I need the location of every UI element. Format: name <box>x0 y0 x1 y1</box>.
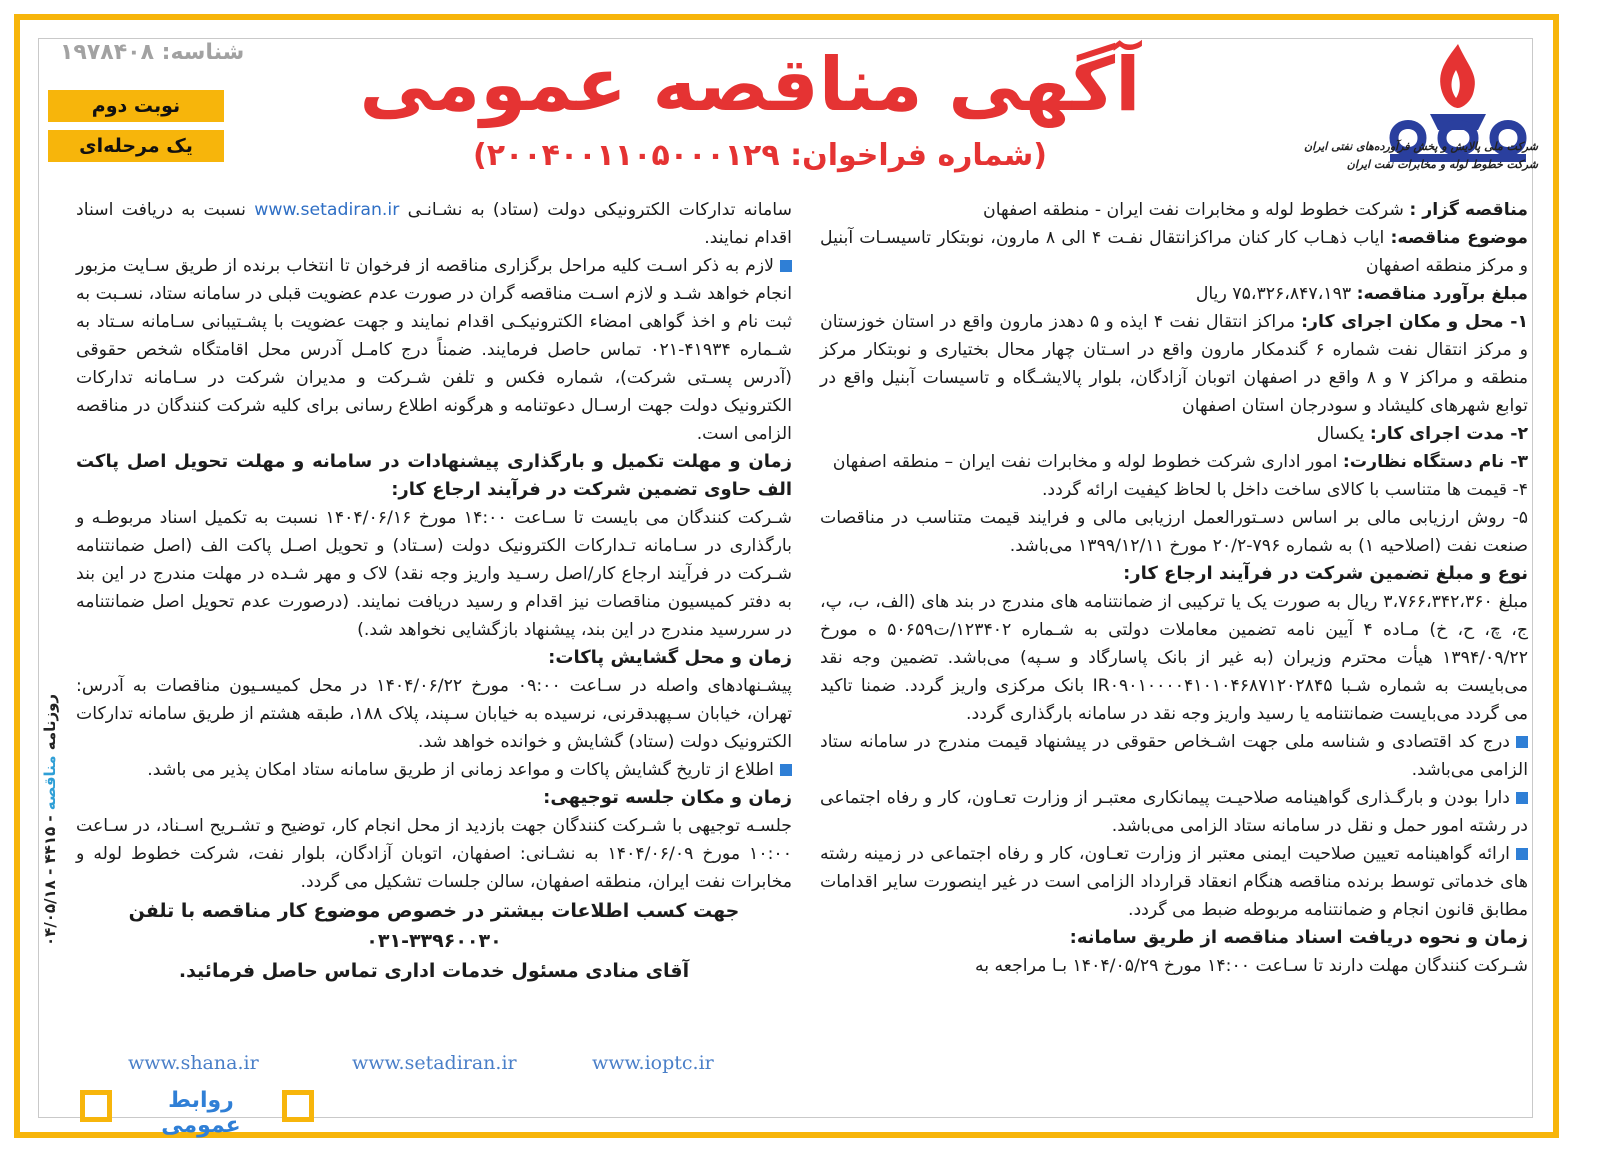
bullet-icon <box>780 260 792 272</box>
bullet-icon <box>1516 848 1528 860</box>
docs-text: شـرکت کنندگان مهلت دارند تا سـاعت ۱۴:۰۰ مورخ ۱۴۰۴/۰۵/۲۹ بـا مراجعه به <box>974 956 1528 976</box>
briefing-heading: زمان و مکان جلسه توجیهی: <box>543 787 792 808</box>
estimate-row: مبلغ برآورد مناقصه: ۷۵،۳۲۶،۸۴۷،۱۹۳ ریال <box>1195 284 1528 304</box>
public-relations-label: روابط عمومی <box>161 1088 241 1138</box>
left-column <box>76 196 792 986</box>
setadiran-footer-link[interactable]: www.setadiran.ir <box>352 1052 517 1074</box>
bullet-contractor-cert: دارا بودن و بارگـذاری گواهینامه صلاحیـت پیمانکاری معتبـر از وزارت تعـاون، کار و رفاه اجتماعی در رشته امور حمل و نقل در سامانه ستاد الزامی می‌باشد. <box>820 788 1528 836</box>
bullet-economic-code: درج کد اقتصادی و شناسه ملی جهت اشـخاص حقوقی در پیشنهاد قیمت مندرج در سامانه ستاد الزامی می‌باشد. <box>820 732 1528 780</box>
notice-id: شناسه: ۱۹۷۸۴۰۸ <box>60 40 245 65</box>
footer-square-right <box>282 1090 314 1122</box>
call-number: (شماره فراخوان: ۲۰۰۴۰۰۱۱۰۵۰۰۰۱۲۹) <box>472 138 1048 173</box>
item-5: ۵- روش ارزیابی مالی بر اساس دسـتورالعمل ارزیابی مالی و فرایند قیمت متناسب در مناقصات صنعت نفت (اصلاحیه ۱) به شماره ۷۹۶-۲۰/۲ مورخ ۱۳۹۹/۱۲/۱۱ می‌باشد. <box>820 508 1528 556</box>
docs-heading: زمان و نحوه دریافت اسناد مناقصه از طریق سامانه: <box>1069 927 1528 948</box>
logo-caption-1: شرکت ملی پالایش و پخش فرآورده‌های نفتی ایران <box>1304 140 1538 153</box>
round-badge: نوبت دوم <box>48 90 224 122</box>
logo-caption-2: شرکت خطوط لوله و مخابرات نفت ایران <box>1346 158 1538 171</box>
guarantee-text: مبلغ ۳،۷۶۶،۳۴۲،۳۶۰ ریال به صورت یک یا ترکیبی از ضمانتنامه های مندرج در بند های (الف، ب، پ، ج، چ، ح، خ) مـاده ۴ آیین نامه تضمین معاملات دولتی به شـماره ۱۲۳۴۰۲/ت۵۰۶۵۹ ه مورخ ۱۳۹۴/۰۹/۲۲ هیأت محترم وزیران (به غیر از بانک پاسارگاد و سـپه) می‌باشد. تضمین وجه نقد می‌بایست به شماره شـبا IR۰۹۰۱۰۰۰۰۴۱۰۱۰۴۶۸۷۱۲۰۲۸۴۵ بانک مرکزی واریز گردد. ضمنا تاکید می گردد می‌بایست ضمانتنامه یا رسید واریز وجه نقد در سامانه بارگذاری گردد. <box>820 592 1529 724</box>
item-2: ۲- مدت اجرای کار: یکسال <box>1316 424 1528 444</box>
bullet-icon <box>1516 792 1528 804</box>
briefing-text: جلسـه توجیهی با شـرکت کنندگان جهت بازدید از محل انجام کار، توضیح و تشـریح اسـناد، در سـاعت ۱۰:۰۰ مورخ ۱۴۰۴/۰۶/۰۹ به نشـانی: اصفهان، اتوبان آزادگان، بلوار نفت، شرکت خطوط لوله و مخابرات نفت ایران، منطقه اصفهان، سالن جلسات تشکیل می گردد. <box>76 816 792 892</box>
subject-row: موضوع مناقصه: ایاب ذهـاب کار کنان مراکزانتقال نفـت ۴ الی ۸ مارون، نوبتکار تاسیسـات آبنیل و مرکز منطقه اصفهان <box>820 228 1528 276</box>
contact-line-1: جهت کسب اطلاعات بیشتر در خصوص موضوع کار مناقصه با تلفن ۳۳۹۶۰۰۳۰-۰۳۱ <box>128 900 740 952</box>
bullet-opening-notice: اطلاع از تاریخ گشایش پاکات و مواعد زمانی از طریق سامانه ستاد امکان پذیر می باشد. <box>76 756 792 784</box>
footer-square-left <box>80 1090 112 1122</box>
page-title: آگهی مناقصه عمومی <box>359 42 1141 128</box>
contact-line-2: آقای منادی مسئول خدمات اداری تماس حاصل فرمائید. <box>178 960 690 982</box>
bullet-icon <box>780 764 792 776</box>
bullet-registration: لازم به ذکر اسـت کلیه مراحل برگزاری مناقصه از فرخوان تا انتخاب برنده از طریق سـایت مزبور انجام خواهد شـد و لازم اسـت مناقصه گران در صورت عدم عضویت قبلی در سامانه ستاد، نسـبت به ثبت نام و اخذ گواهی امضاء الکترونیکـی اقدام نمایند و جهت عضویت با پشـتیبانی سـامانه سـتاد به شـماره ۴۱۹۳۴-۰۲۱ تماس حاصل فرمایند. ضمناً درج کامـل آدرس محل اقامتگاه شخص حقوقی (آدرس پسـتی شرکت)، شماره فکس و تلفن شـرکت و مدیران شرکت در سـامانه تدارکات الکترونیک دولت جهت ارسـال دعوتنامه و هرگونه اطلاع رسانی برای کلیه شرکت کنندگان در مناقصه الزامی است. <box>76 256 792 444</box>
bullet-safety-cert: ارائه گواهینامه تعیین صلاحیت ایمنی معتبر از وزارت تعـاون، کار و رفاه اجتماعی در زمینه رشته های خدماتی توسط برنده مناقصه هنگام انعقاد قرارداد الزامی است در غیر اینصورت سایر اقدامات مطابق قانون انجام و ضمانتنامه مربوطه ضبط می گردد. <box>820 844 1528 920</box>
intro-text: سامانه تدارکات الکترونیکی دولت (ستاد) به نشـانـی www.setadiran.ir نسبت به دریافت اسناد اقدام نمایند. <box>76 200 793 248</box>
item-1: ۱- محل و مکان اجرای کار: مراکز انتقال نفت ۴ ایذه و ۵ دهدز مارون واقع در استان خوزستان و مرکز انتقال نفت شماره ۶ گندمکار مارون واقع در اسـتان چهار محال بختیاری و نوبتکار مرکز منطقه و مراکز ۷ و ۸ واقع در اصفهان اتوبان آزادگان، بلوار پالایشـگاه و تاسیسات آبنیل واقع در توابع شهرهای کلیشاد و سودرجان استان اصفهان <box>820 312 1528 416</box>
opening-heading: زمان و محل گشایش پاکات: <box>548 647 792 668</box>
stage-badge: یک مرحله‌ای <box>48 130 224 162</box>
item-4: ۴- قیمت ها متناسب با کالای ساخت داخل با لحاظ کیفیت ارائه گردد. <box>1041 480 1528 500</box>
opening-text: پیشـنهادهای واصله در سـاعت ۰۹:۰۰ مورخ ۱۴۰۴/۰۶/۲۲ در محل کمیسـیون مناقصات به آدرس: تهران، خیابان سـپهبدقرنی، نرسیده به خیابان سـپند، پلاک ۱۸۸، طبقه هشتم از طریق سامانه تدارکات الکترونیک دولت (ستاد) گشایش و خوانده خواهد شد. <box>76 676 792 752</box>
right-column <box>820 196 1528 980</box>
tenderer-row: مناقصه گزار : شرکت خطوط لوله و مخابرات نفت ایران - منطقه اصفهان <box>983 200 1528 220</box>
guarantee-heading: نوع و مبلغ تضمین شرکت در فرآیند ارجاع کار: <box>1123 563 1528 584</box>
submit-heading: زمان و مهلت تکمیل و بارگذاری پیشنهادات در سامانه و مهلت تحویل اصل پاکت الف حاوی تضمین شرکت در فرآیند ارجاع کار: <box>76 451 792 500</box>
ioptc-link[interactable]: www.ioptc.ir <box>592 1052 714 1074</box>
newspaper-label: روزنامه مناقصه - ۴۴۱۵ - ۰۴/۰۵/۱۸ <box>41 693 59 947</box>
newspaper-sidebar <box>33 670 67 970</box>
setadiran-link[interactable]: www.setadiran.ir <box>254 200 400 220</box>
submit-text: شـرکت کنندگان می بایست تا سـاعت ۱۴:۰۰ مورخ ۱۴۰۴/۰۶/۱۶ نسبت به تکمیل اسناد مربوطـه و بارگذاری در سـامانه تـدارکات الکترونیک دولت (سـتاد) و تحویل اصـل پاکت الف (اصل ضمانتنامه شـرکت در فرآیند ارجاع کار/اصل رسـید واریز وجه نقد) لاک و مهر شـده در مهلت مندرج در این بند به دفتر کمیسیون مناقصات نیز اقدام و رسید دریافت نمایند. (درصورت عدم تحویل اصل ضمانتنامه در سررسید مندرج در این بند، پیشنهاد بازگشایی نخواهد شد.) <box>76 508 792 640</box>
shana-link[interactable]: www.shana.ir <box>128 1052 259 1074</box>
item-3: ۳- نام دستگاه نظارت: امور اداری شرکت خطوط لوله و مخابرات نفت ایران – منطقه اصفهان <box>832 452 1528 472</box>
bullet-icon <box>1516 736 1528 748</box>
